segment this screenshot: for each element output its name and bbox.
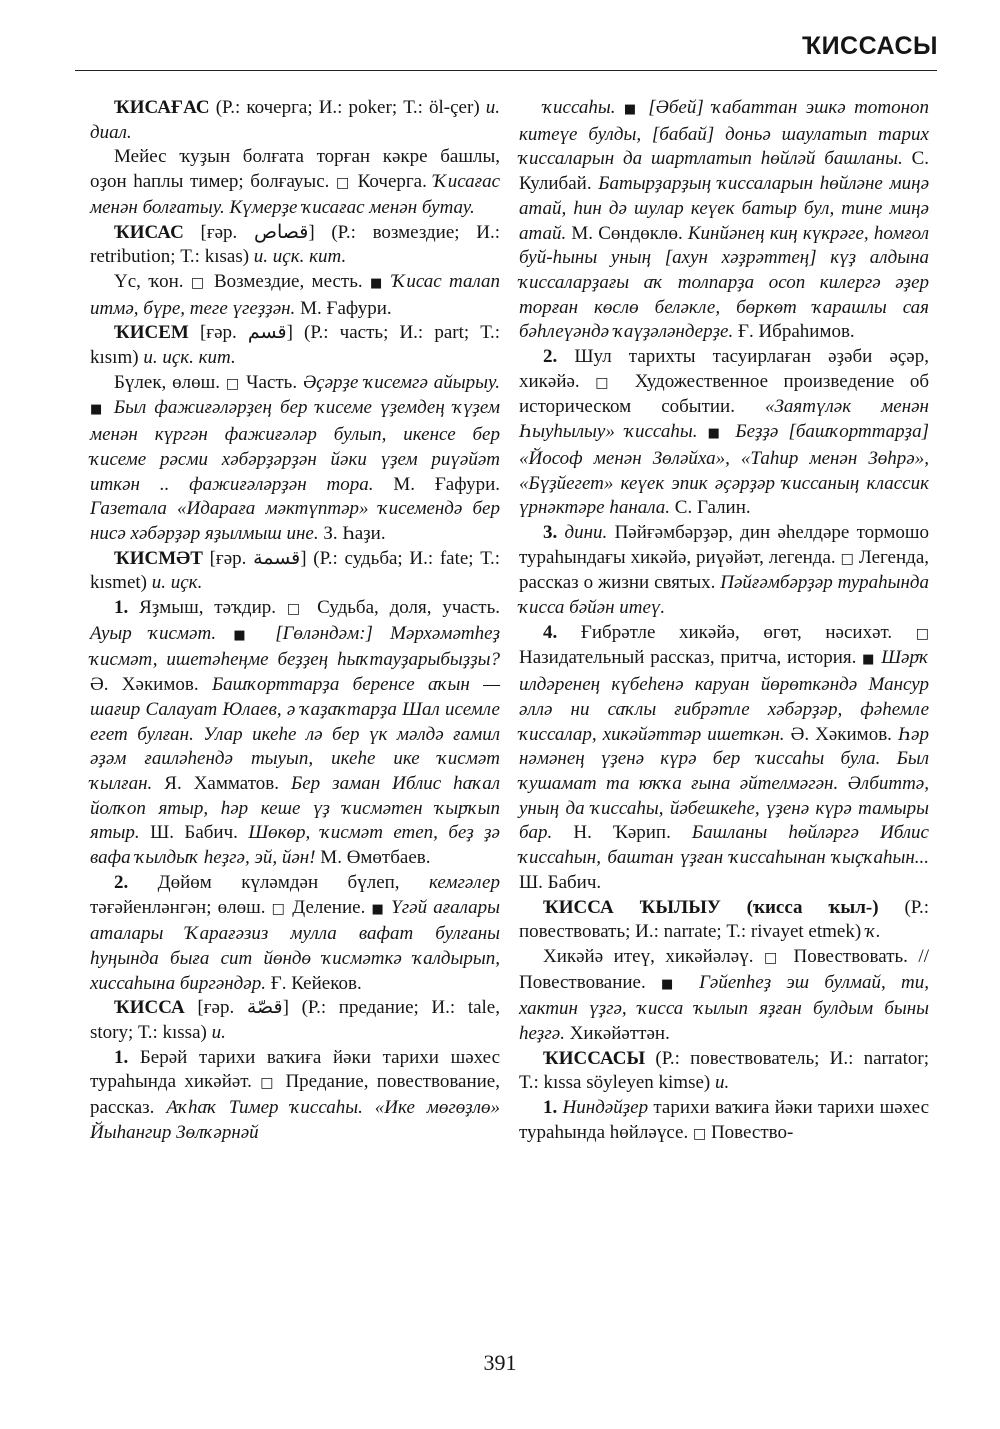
sense-number: 1. (543, 1097, 558, 1119)
entry-paragraph (519, 621, 929, 896)
headword: ҠИСАС (114, 221, 184, 243)
example-marker-icon: ■ (862, 652, 876, 668)
russian-marker-icon: □ (271, 900, 287, 917)
text-run: Назидательный рассказ, притча, история. (519, 647, 863, 669)
text-run: Ғибрәтле хикәйә, өгөт, нәсихәт. (557, 621, 916, 643)
russian-marker-icon: □ (595, 374, 620, 391)
italic-text: [Әбей] ҡабаттан эшкә тотоноп китеүе булды, [бабай] доньә шаулатып тарих ҡиссаларын да шартлатып һөйләй башланы. (519, 97, 929, 170)
text-run: Повество- (706, 1121, 794, 1143)
dictionary-entry (90, 96, 500, 145)
sense-number: 2. (543, 346, 558, 368)
italic-text: и. (714, 1072, 730, 1094)
entry-paragraph (519, 96, 929, 345)
text-run: [ғәр. قسمة] (Р.: судьба; И.: fate; Т.: kısmet) (90, 547, 500, 594)
headword: ҠИССА ҠЫЛЫУ (ҡисса ҡыл-) (543, 896, 879, 918)
entry-paragraph (90, 596, 500, 871)
text-run: (Р.: повествовать; И.: narrate; Т.: rivayet etmek) (519, 896, 929, 943)
sense-number: 2. (114, 871, 129, 893)
text-run: Легенда, рассказ о жизни святых. (519, 546, 930, 594)
italic-text: [Гөләндәм:] Мәрхәмәтһеҙ ҡисмәт, ишетәһеңме беҙҙең һыҡтауҙарыбыҙҙы? (90, 622, 500, 671)
dictionary-entry (90, 547, 500, 596)
italic-text: Әҫәрҙе ҡисемгә айырыу. (302, 371, 500, 393)
italic-text: Ауыр ҡисмәт. (90, 622, 217, 644)
example-marker-icon: ■ (90, 402, 106, 418)
text-run: Художественное произведение об историческом событии. (519, 370, 929, 418)
text-run: З. Һаҙи. (318, 522, 386, 544)
text-run: Ш. Бабич. (519, 871, 602, 893)
italic-text: Бер заман Иблис һаҡал йолҡоп ятыр, һәр кеше үҙ ҡисмәтен ҡырҡып ятыр. (90, 772, 500, 844)
headword: ҠИСЕМ (114, 322, 189, 344)
italic-text: Башҡорттарҙа беренсе аҡын — шағир Салауат Юлаев, ә ҡаҙаҡтарҙа Шал исемле егет булған. Улар икеһе лә бер үк мәлдә ғамил әҙәм ғаиләһендә тыуып, икеһе ике ҡисмәт ҡылған. (90, 674, 500, 794)
example-marker-icon: ■ (661, 976, 684, 992)
text-run: [ғәр. قصّة] (Р.: предание; И.: tale, story; Т.: kıssa) (90, 997, 500, 1044)
italic-text: и. иҫк. кит. (253, 246, 347, 268)
example-marker-icon: ■ (707, 426, 726, 442)
italic-text: и. диал. (90, 97, 500, 143)
russian-marker-icon: □ (692, 1125, 707, 1142)
text-run (697, 421, 707, 442)
text-run: Ш. Бабич. (139, 822, 249, 844)
italic-text: Ҡисас талап итмә, бүре, теге үгеҙҙән. (90, 270, 500, 319)
running-head: ҠИССАСЫ (802, 32, 938, 60)
italic-text: Батырҙарҙың ҡиссаларын һөйләне миңә атай, һин дә шулар кеүек батыр бул, тине миңә атай. (519, 173, 929, 244)
italic-text: Кинйәнең киң күкрәге, һомғол буй-һыны уның [ахун хәҙрәттең] күҙ алдына ҡиссаларҙағы аҡ толпарҙа осоп килергә әҙер торған көслө беләкле, бөркөт ҡарашлы сая бәһлеүәндә ҡаүҙәләндерҙе. (519, 222, 929, 343)
headword: ҠИСАҒАС (114, 97, 210, 118)
russian-marker-icon: □ (840, 550, 854, 567)
text-run: М. Ғафури. (373, 473, 500, 495)
text-run: С. Кулибай. (519, 148, 929, 195)
text-run: М. Сөндөклө. (566, 222, 688, 244)
text-run (557, 522, 564, 543)
header-rule (75, 70, 937, 71)
dictionary-entry (519, 896, 929, 945)
page-number: 391 (483, 1350, 517, 1375)
entry-paragraph (519, 521, 929, 621)
example-marker-icon: ■ (369, 275, 385, 291)
text-run: Хикәйә итеү, хикәйәләү. (543, 945, 764, 967)
italic-text: и. иҫк. кит. (143, 347, 236, 369)
text-run: [ғәр. قصاص] (Р.: возмездие; И.: retribution; Т.: kısas) (90, 221, 500, 268)
russian-marker-icon: □ (763, 949, 783, 966)
text-run: Дөйөм күләмдән бүлеп, (128, 871, 429, 893)
text-run: Берәй тарихи ваҡиға йәки тарихи шәхес тураһында хикәйәт. (90, 1046, 500, 1093)
example-marker-icon: ■ (371, 901, 386, 917)
text-run: тарихи ваҡиға йәки тарихи шәхес тураһында һөйләүсе. (519, 1097, 930, 1143)
italic-text: Шөкөр, ҡисмәт етеп, беҙ ҙә вафа ҡылдыҡ һеҙгә, эй, йән! (90, 822, 500, 869)
text-run (616, 97, 624, 118)
italic-text: Башланы һөйләргә Иблис ҡиссаһын, баштан үҙған ҡиссаһынан ҡыҫҡаһын... (519, 822, 929, 869)
text-run: Яҙмыш, тәҡдир. (128, 597, 287, 619)
russian-marker-icon: □ (915, 625, 929, 642)
headword: ҠИССА (114, 997, 185, 1019)
entry-paragraph (90, 371, 500, 547)
italic-text: Газетала «Идараға мәктүптәр» ҡисемендә бер нисә хәбәрҙәр яҙылмыш ине. (90, 498, 500, 544)
italic-text: Ҡисағас менән болғатыу. Күмерҙе ҡисағас менән бутау. (90, 171, 500, 218)
text-run: Мейес ҡуҙын болғата торған кәкре башлы, оҙон һаплы тимер; болғауыс. (90, 146, 500, 193)
text-run: Хикәйәттән. (564, 1023, 670, 1045)
russian-marker-icon: □ (335, 175, 352, 192)
text-run: тәғәйенләнгән; өлөш. (90, 896, 272, 918)
italic-text: и. (211, 1022, 226, 1044)
text-run: Ғ. Кейеков. (265, 972, 362, 994)
text-run: [ғәр. قسم] (Р.: часть; И.: part; Т.: kısım) (90, 322, 500, 369)
russian-marker-icon: □ (260, 1075, 278, 1092)
italic-text: Ниндәйҙер (562, 1097, 649, 1119)
italic-text: кемгәлер (428, 871, 500, 893)
entry-paragraph (519, 945, 929, 1047)
italic-text: Һәр нәмәнең үҙенә күрә бер ҡиссаһы була. Был ҡушамат та юҡҡа ғына әйтелмәгән. Әлбиттә, уның да ҡиссаһы, йәбешкеһе, үҙенә күрә тамыры бар. (519, 723, 929, 844)
italic-text: и. иҫк. (151, 572, 203, 594)
dictionary-entry (90, 996, 500, 1045)
italic-text: дини. (564, 521, 608, 543)
text-run: Ғ. Ибраһимов. (733, 321, 855, 343)
sense-number: 1. (114, 597, 129, 619)
headword: ҠИССАСЫ (543, 1047, 646, 1069)
text-run: Н. Ҡәрип. (552, 822, 692, 844)
entry-paragraph (90, 270, 500, 321)
text-run: Бүлек, өлөш. (114, 371, 226, 393)
entry-paragraph (519, 1096, 929, 1146)
entry-paragraph (90, 871, 500, 997)
text-run: Деление. (286, 896, 372, 918)
example-marker-icon: ■ (233, 627, 259, 643)
italic-text: Гәйепһеҙ эш булмай, ти, хактин үҙгә, ҡисса ҡылып яҙған булдым быны һеҙгә. (519, 971, 929, 1045)
entry-paragraph (519, 345, 929, 521)
text-run: Кочерга. (351, 171, 434, 193)
italic-text: Пәйғәмбәрҙәр тураһында ҡисса бәйән итеү. (519, 572, 930, 619)
dictionary-entry (519, 1047, 929, 1096)
text-run: Шул тарихты тасуирлаған әҙәби әҫәр, хикәйә. (519, 346, 929, 392)
right-column (519, 96, 929, 1147)
text-run: (Р.: повествователь; И.: narrator; Т.: kıssa söyleyen kimse) (519, 1047, 929, 1094)
russian-marker-icon: □ (286, 601, 307, 618)
italic-text: Аҡһаҡ Тимер ҡиссаһы. «Ике мөгөҙлө» Йыһангир Зөлҡәрнәй (90, 1097, 500, 1143)
text-run: (Р.: кочерга; И.: poker; Т.: öl-çer) (209, 97, 486, 118)
entry-paragraph (90, 145, 500, 220)
sense-number: 4. (543, 621, 558, 643)
example-marker-icon: ■ (623, 102, 640, 117)
italic-text: Был фажиғәләрҙең бер ҡисеме үҙемдең ҡүҙем менән күргән фажиғәләр булып, икенсе бер ҡисеме рәсми хәбәрҙәрҙән йәки үҙем риүәйәт иткән .. фажиғәләрҙән тора. (90, 397, 500, 495)
italic-text: Шәрҡ илдәренең күбеһенә каруан йөрөткәндә Мансур әллә ни саҡлы ғибрәтле хәбәрҙәр, фәһемле ҡиссалар, хикәйәттәр ишеткән. (519, 647, 929, 745)
text-run (216, 623, 233, 644)
sense-number: 1. (114, 1046, 129, 1068)
headword: ҠИСМӘТ (114, 547, 203, 569)
text-run: М. Өмөтбаев. (315, 847, 431, 869)
text-run: Часть. (240, 371, 303, 393)
russian-marker-icon: □ (190, 274, 207, 291)
dictionary-entry (90, 321, 500, 370)
text-run: М. Ғафури. (295, 297, 392, 319)
dictionary-entry (90, 221, 500, 270)
italic-text: Үгәй ағалары аталары Ҡарағәзиз мулла вафат булғаны һуңында быға сит йөндө ҡисмәткә ҡалдырып, хиссаһына биргәндәр. (90, 896, 500, 994)
italic-text: «Заятүләк менән Һыуһылыу» ҡиссаһы. (519, 396, 929, 443)
text-run: Я. Хамматов. (152, 772, 292, 794)
text-run: Ә. Хәкимов. (784, 723, 898, 745)
russian-marker-icon: □ (225, 375, 241, 392)
italic-text: ҡ. (865, 921, 881, 943)
text-run: Ә. Хәкимов. (90, 674, 212, 696)
text-run: Судьба, доля, участь. (306, 597, 501, 619)
entry-paragraph (90, 1046, 500, 1146)
text-run: Үс, ҡон. (114, 270, 191, 292)
text-run: Предание, повествование, рассказ. (90, 1071, 500, 1119)
sense-number: 3. (543, 521, 558, 543)
text-run: Пәйғәмбәрҙәр, дин әһелдәре тормошо тураһындағы хикәйә, риүәйәт, легенда. (519, 521, 930, 568)
text-run: Повествовать. // Повествование. (519, 945, 929, 993)
text-run: С. Галин. (670, 497, 751, 519)
italic-text: Беҙҙә [башҡорттарҙа] «Йософ менән Зөләйха», «Таһир менән Зөһрә», «Бүҙйегет» кеүек эпик әҫәрҙәр ҡиссаның классик үрнәктәре һанала. (519, 421, 929, 519)
italic-text: ҡиссаһы. (543, 97, 616, 118)
text-run: Возмездие, месть. (206, 270, 370, 292)
left-column (90, 96, 500, 1146)
